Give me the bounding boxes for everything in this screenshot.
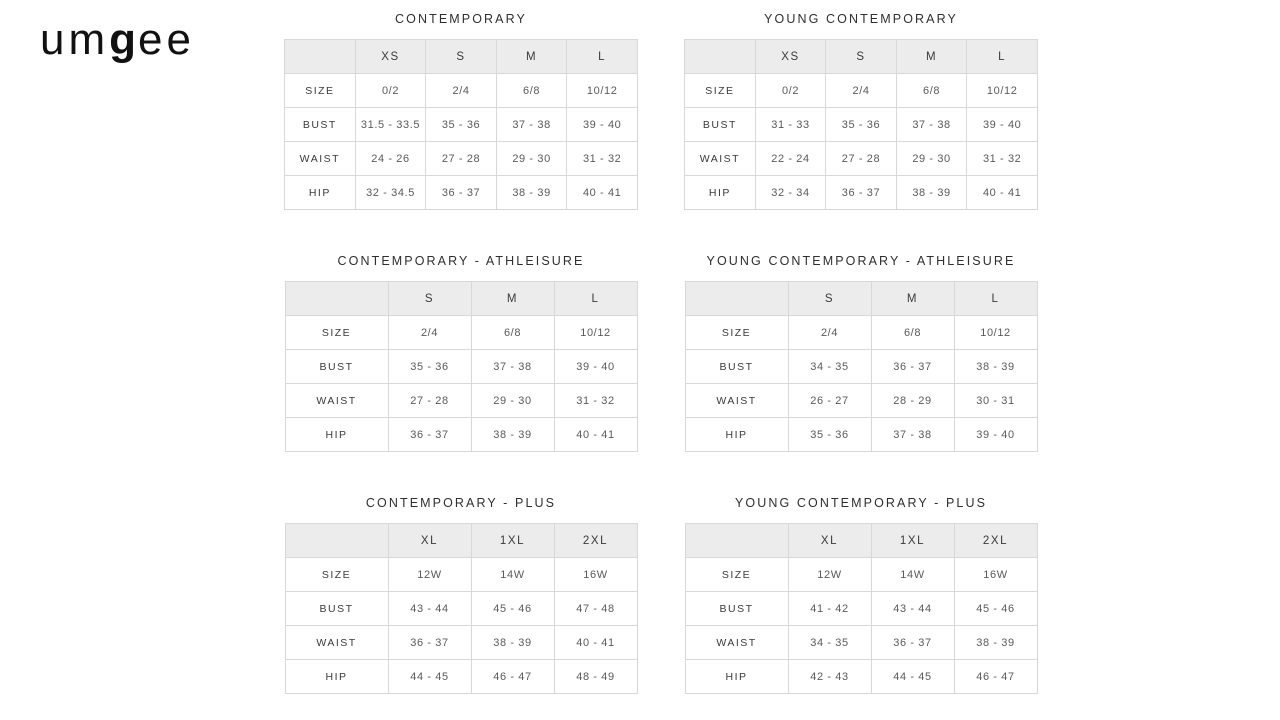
table-row — [285, 418, 637, 452]
table-cell: 40 - 41 — [567, 176, 638, 210]
column-header: L — [954, 282, 1037, 316]
table-cell: 31 - 33 — [755, 108, 826, 142]
table-cell: 2/4 — [788, 316, 871, 350]
table-row — [685, 108, 1038, 142]
table-cell: 44 - 45 — [871, 660, 954, 694]
table-row — [285, 558, 637, 592]
size-block-contemporary — [284, 12, 638, 210]
table-row — [685, 176, 1038, 210]
table-cell: 44 - 45 — [388, 660, 471, 694]
row-label: HIP — [285, 418, 388, 452]
size-table — [684, 39, 1038, 210]
table-cell: 38 - 39 — [954, 350, 1037, 384]
row-label: WAIST — [685, 142, 756, 176]
row-label: WAIST — [285, 142, 356, 176]
size-block-young-contemporary-plus — [684, 496, 1038, 694]
table-cell: 37 - 38 — [896, 108, 967, 142]
table-cell: 38 - 39 — [896, 176, 967, 210]
row-label: SIZE — [685, 558, 788, 592]
table-cell: 0/2 — [755, 74, 826, 108]
table-cell: 6/8 — [871, 316, 954, 350]
table-cell: 29 - 30 — [471, 384, 554, 418]
size-table — [685, 523, 1038, 694]
table-cell: 34 - 35 — [788, 350, 871, 384]
column-header: 1XL — [871, 524, 954, 558]
table-cell: 0/2 — [355, 74, 426, 108]
column-header: XL — [788, 524, 871, 558]
table-cell: 38 - 39 — [471, 418, 554, 452]
table-cell: 29 - 30 — [496, 142, 567, 176]
table-row-group-1 — [284, 12, 1044, 228]
row-label: BUST — [685, 350, 788, 384]
table-cell: 38 - 39 — [954, 626, 1037, 660]
table-header-row — [285, 40, 638, 74]
table-row — [285, 316, 637, 350]
table-cell: 12W — [388, 558, 471, 592]
table-row — [685, 142, 1038, 176]
table-corner-cell — [285, 524, 388, 558]
table-row — [685, 660, 1037, 694]
table-header-row — [685, 282, 1037, 316]
table-row — [685, 418, 1037, 452]
table-cell: 2/4 — [388, 316, 471, 350]
table-cell: 39 - 40 — [567, 108, 638, 142]
table-cell: 35 - 36 — [426, 108, 497, 142]
block-title: CONTEMPORARY - ATHLEISURE — [337, 254, 585, 268]
column-header: M — [471, 282, 554, 316]
table-cell: 30 - 31 — [954, 384, 1037, 418]
table-cell: 37 - 38 — [471, 350, 554, 384]
table-cell: 32 - 34 — [755, 176, 826, 210]
table-cell: 36 - 37 — [871, 350, 954, 384]
table-row — [685, 350, 1037, 384]
table-row — [285, 142, 638, 176]
table-row — [285, 350, 637, 384]
table-cell: 31.5 - 33.5 — [355, 108, 426, 142]
row-label: WAIST — [685, 384, 788, 418]
size-table — [284, 39, 638, 210]
table-cell: 10/12 — [554, 316, 637, 350]
table-row — [685, 74, 1038, 108]
table-corner-cell — [685, 282, 788, 316]
column-header: L — [967, 40, 1038, 74]
column-header: 1XL — [471, 524, 554, 558]
column-header: S — [388, 282, 471, 316]
table-cell: 35 - 36 — [788, 418, 871, 452]
table-row — [685, 384, 1037, 418]
table-cell: 12W — [788, 558, 871, 592]
table-corner-cell — [285, 40, 356, 74]
block-title: CONTEMPORARY — [395, 12, 527, 26]
table-cell: 24 - 26 — [355, 142, 426, 176]
table-cell: 39 - 40 — [967, 108, 1038, 142]
column-header: M — [871, 282, 954, 316]
table-cell: 10/12 — [967, 74, 1038, 108]
column-header: L — [567, 40, 638, 74]
table-cell: 16W — [554, 558, 637, 592]
row-label: SIZE — [685, 74, 756, 108]
table-cell: 10/12 — [954, 316, 1037, 350]
table-cell: 36 - 37 — [388, 418, 471, 452]
size-table — [285, 281, 638, 452]
table-cell: 31 - 32 — [567, 142, 638, 176]
table-row-group-3 — [284, 496, 1044, 712]
table-cell: 31 - 32 — [554, 384, 637, 418]
table-cell: 31 - 32 — [967, 142, 1038, 176]
table-cell: 36 - 37 — [388, 626, 471, 660]
table-cell: 40 - 41 — [554, 626, 637, 660]
row-label: BUST — [285, 108, 356, 142]
block-title: YOUNG CONTEMPORARY — [764, 12, 958, 26]
table-cell: 41 - 42 — [788, 592, 871, 626]
table-row — [285, 660, 637, 694]
table-header-row — [685, 40, 1038, 74]
table-cell: 35 - 36 — [388, 350, 471, 384]
size-block-young-contemporary-athleisure — [684, 254, 1038, 452]
table-cell: 14W — [871, 558, 954, 592]
table-cell: 26 - 27 — [788, 384, 871, 418]
table-row — [285, 626, 637, 660]
table-corner-cell — [685, 40, 756, 74]
row-label: BUST — [685, 592, 788, 626]
row-label: HIP — [685, 660, 788, 694]
table-cell: 36 - 37 — [426, 176, 497, 210]
column-header: S — [788, 282, 871, 316]
brand-logo-part-2: g — [109, 15, 139, 64]
column-header: 2XL — [554, 524, 637, 558]
size-table — [685, 281, 1038, 452]
column-header: S — [826, 40, 897, 74]
table-cell: 46 - 47 — [471, 660, 554, 694]
table-row-group-2 — [284, 254, 1044, 470]
table-cell: 38 - 39 — [496, 176, 567, 210]
row-label: HIP — [685, 176, 756, 210]
table-header-row — [285, 524, 637, 558]
row-label: SIZE — [285, 74, 356, 108]
brand-logo-part-1: um — [40, 15, 110, 64]
brand-logo — [40, 15, 195, 64]
table-cell: 27 - 28 — [388, 384, 471, 418]
table-header-row — [285, 282, 637, 316]
table-cell: 47 - 48 — [554, 592, 637, 626]
column-header: XS — [755, 40, 826, 74]
table-cell: 27 - 28 — [426, 142, 497, 176]
table-cell: 34 - 35 — [788, 626, 871, 660]
table-cell: 38 - 39 — [471, 626, 554, 660]
table-cell: 43 - 44 — [871, 592, 954, 626]
column-header: L — [554, 282, 637, 316]
table-cell: 32 - 34.5 — [355, 176, 426, 210]
size-block-young-contemporary — [684, 12, 1038, 210]
table-row — [685, 558, 1037, 592]
row-label: BUST — [285, 592, 388, 626]
row-label: SIZE — [685, 316, 788, 350]
row-label: WAIST — [285, 626, 388, 660]
table-cell: 27 - 28 — [826, 142, 897, 176]
table-row — [685, 316, 1037, 350]
table-cell: 6/8 — [896, 74, 967, 108]
table-row — [285, 108, 638, 142]
table-cell: 40 - 41 — [554, 418, 637, 452]
block-title: YOUNG CONTEMPORARY - PLUS — [734, 496, 988, 510]
brand-logo-part-3: ee — [138, 15, 195, 64]
table-corner-cell — [285, 282, 388, 316]
table-cell: 29 - 30 — [896, 142, 967, 176]
table-cell: 22 - 24 — [755, 142, 826, 176]
table-row — [685, 592, 1037, 626]
table-cell: 46 - 47 — [954, 660, 1037, 694]
table-row — [285, 384, 637, 418]
table-cell: 37 - 38 — [871, 418, 954, 452]
row-label: SIZE — [285, 316, 388, 350]
column-header: XL — [388, 524, 471, 558]
row-label: HIP — [685, 418, 788, 452]
table-cell: 45 - 46 — [954, 592, 1037, 626]
table-corner-cell — [685, 524, 788, 558]
table-cell: 39 - 40 — [954, 418, 1037, 452]
size-block-contemporary-athleisure — [284, 254, 638, 452]
block-title: YOUNG CONTEMPORARY - ATHLEISURE — [706, 254, 1016, 268]
table-header-row — [685, 524, 1037, 558]
table-cell: 48 - 49 — [554, 660, 637, 694]
table-cell: 37 - 38 — [496, 108, 567, 142]
size-block-contemporary-plus — [284, 496, 638, 694]
row-label: HIP — [285, 660, 388, 694]
column-header: M — [496, 40, 567, 74]
column-header: M — [896, 40, 967, 74]
row-label: WAIST — [285, 384, 388, 418]
row-label: HIP — [285, 176, 356, 210]
table-cell: 2/4 — [426, 74, 497, 108]
row-label: BUST — [685, 108, 756, 142]
column-header: S — [426, 40, 497, 74]
table-cell: 42 - 43 — [788, 660, 871, 694]
table-row — [685, 626, 1037, 660]
table-row — [285, 176, 638, 210]
table-cell: 39 - 40 — [554, 350, 637, 384]
table-cell: 14W — [471, 558, 554, 592]
table-cell: 36 - 37 — [826, 176, 897, 210]
table-row — [285, 592, 637, 626]
table-cell: 6/8 — [496, 74, 567, 108]
size-table — [285, 523, 638, 694]
size-tables-grid — [284, 12, 1044, 712]
table-cell: 10/12 — [567, 74, 638, 108]
block-title: CONTEMPORARY - PLUS — [365, 496, 557, 510]
table-cell: 16W — [954, 558, 1037, 592]
row-label: BUST — [285, 350, 388, 384]
table-cell: 36 - 37 — [871, 626, 954, 660]
table-cell: 6/8 — [471, 316, 554, 350]
table-cell: 40 - 41 — [967, 176, 1038, 210]
column-header: 2XL — [954, 524, 1037, 558]
table-cell: 2/4 — [826, 74, 897, 108]
row-label: SIZE — [285, 558, 388, 592]
table-cell: 35 - 36 — [826, 108, 897, 142]
table-cell: 43 - 44 — [388, 592, 471, 626]
row-label: WAIST — [685, 626, 788, 660]
column-header: XS — [355, 40, 426, 74]
table-cell: 28 - 29 — [871, 384, 954, 418]
table-row — [285, 74, 638, 108]
table-cell: 45 - 46 — [471, 592, 554, 626]
